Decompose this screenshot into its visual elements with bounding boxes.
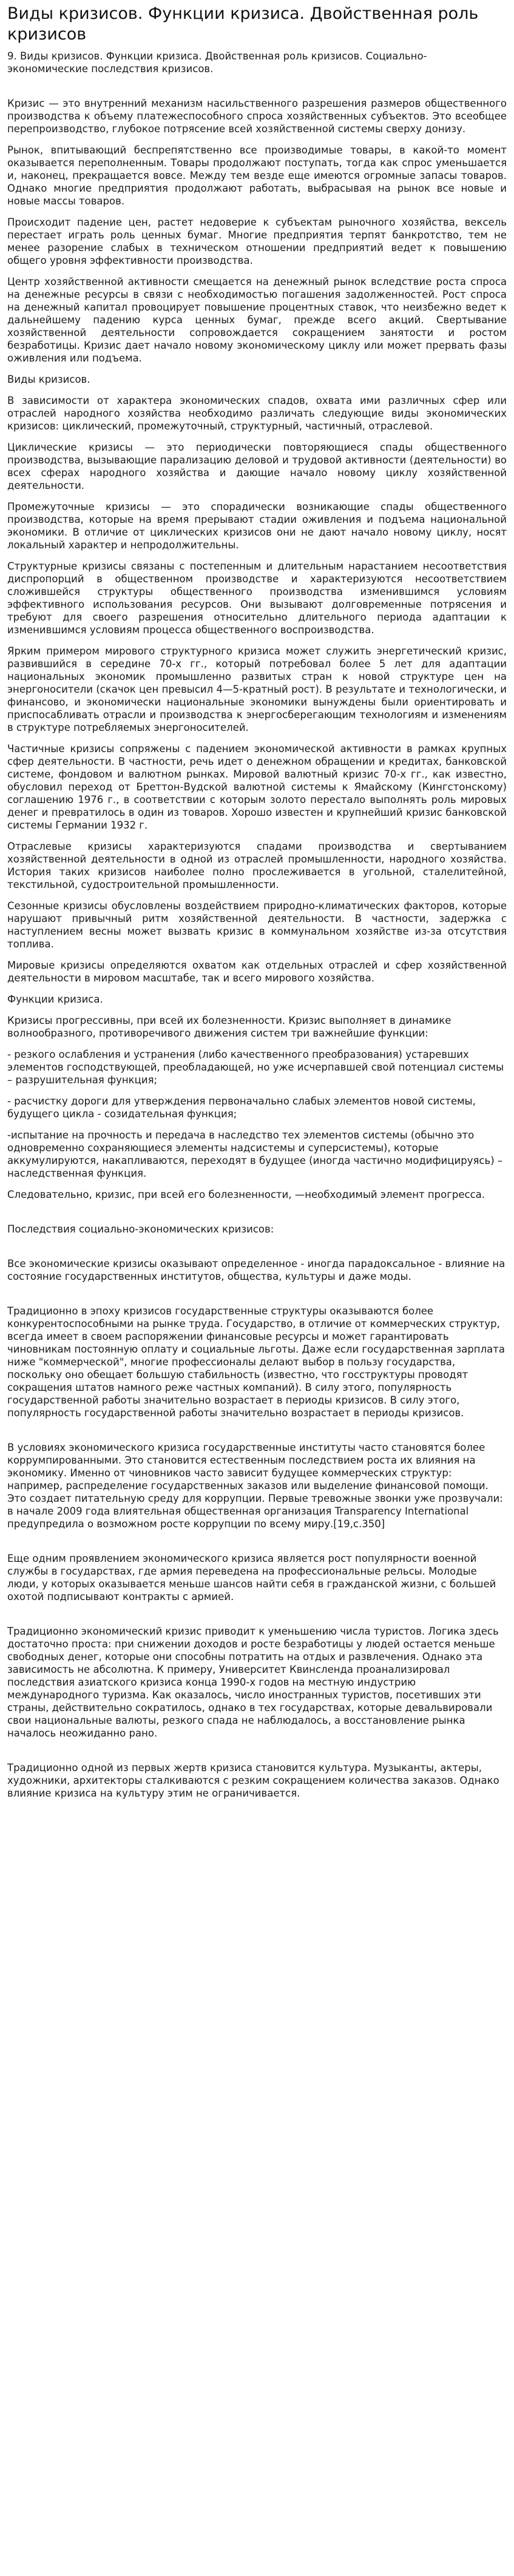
spacer <box>7 1244 507 1257</box>
paragraph: Сезонные кризисы обусловлены воздействием природно-климатических факторов, которые нарушают привычный ритм хозяйственной деятельности. В частности, задержка с наступлением весны может вызвать кризис в коммунальном хозяйстве из-за отсутствия топлива. <box>7 900 507 950</box>
paragraph: Функции кризиса. <box>7 994 103 1005</box>
paragraph: Рынок, впитывающий беспрепятственно все производимые товары, в какой-то момент оказывается переполненным. Товары продолжают поступать, тогда как спрос уменьшается и, наконец, прекращается вовсе. Между тем везде еще имеются огромные запасы товаров. Однако многие предприятия продолжают работать, выбрасывая на рынок все новые и новые массы товаров. <box>7 144 507 207</box>
paragraph: Следовательно, кризис, при всей его болезненности, —необходимый элемент прогресса. <box>7 1189 485 1200</box>
section-crisis-types <box>7 97 507 1201</box>
paragraph: Традиционно в эпоху кризисов государственные структуры оказываются более конкурентоспособными на рынке труда. Государство, в отличие от коммерческих структур, всегда имеет в своем распоряжении финансовые ресурсы и может гарантировать чиновникам постоянную оплату и социальные льготы. Даже если государственная зарплата ниже "коммерческой", многие профессионалы делают выбор в пользу государства, поскольку оно обещает большую стабильность (известно, что госструктуры проводят сокращения штатов намного реже частных компаний). В силу этого, популярность государственной работы значительно возрастает в периоды кризисов. В силу этого, популярность государственной работы значительно возрастает в периоды кризисов. <box>7 1305 505 1419</box>
paragraph: Ярким примером мирового структурного кризиса может служить энергетический кризис, развившийся в середине 70-х гг., который потребовал более 5 лет для адаптации национальных экономик промышленно развитых стран к новой структуре цен на энергоносители (скачок цен превысил 4—5-кратный рост). В результате и технологически, и финансово, и экономически национальные экономики вынуждены были ориентировать и приспосабливать отрасли и производства к энергосберегающим технологиям и изменениям в структуре потребляемых энергоносителей. <box>7 645 507 733</box>
paragraph: Мировые кризисы определяются охватом как отдельных отраслей и сфер хозяйственной деятельности в мировом масштабе, так и всего мирового хозяйства. <box>7 960 507 984</box>
spacer <box>7 1539 507 1552</box>
paragraph: Частичные кризисы сопряжены с падением экономической активности в рамках крупных сфер деятельности. В частности, речь идет о денежном обращении и кредитах, банковской системе, фондовом и валютном рынках. Мировой валютный кризис 70-х гг., как известно, обусловил переход от Бреттон-Вудской валютной системы к Ямайскому (Кингстонскому) соглашению 1976 г., в соответствии с которым золото перестало выполнять роль мировых денег и превратилось в один из товаров. Хорошо известен и крупнейший кризис банковской системы Германии 1932 г. <box>7 743 507 831</box>
paragraph: - резкого ослабления и устранения (либо качественного преобразования) устаревших элементов господствующей, преобладающей, но уже исчерпавшей свой потенциал системы – разрушительная функция; <box>7 1049 504 1086</box>
paragraph: В зависимости от характера экономических спадов, охвата ими различных сфер или отраслей народного хозяйства необходимо различать следующие виды экономических кризисов: циклический, промежуточный, структурный, частичный, отраслевой. <box>7 395 507 432</box>
paragraph: Отраслевые кризисы характеризуются спадами производства и свертыванием хозяйственной деятельности в одной из отраслей промышленности, народного хозяйства. История таких кризисов наиболее полно прослеживается в угольной, сталелитейной, текстильной, судостроительной промышленности. <box>7 841 507 890</box>
page-title: Виды кризисов. Функции кризиса. Двойственная роль кризисов <box>7 4 479 44</box>
paragraph: Все экономические кризисы оказывают определенное - иногда парадоксальное - влияние на состояние государственных институтов, общества, культуры и даже моды. <box>7 1258 506 1282</box>
paragraph: Кризисы прогрессивны, при всей их болезненности. Кризис выполняет в динамике волнообразного, противоречивого движения систем три важнейшие функции: <box>7 1015 451 1039</box>
paragraph: Традиционно одной из первых жертв кризиса становится культура. Музыканты, актеры, художники, архитекторы сталкиваются с резким сокращением количества заказов. Однако влияние кризиса на культуру этим не ограничивается. <box>7 1762 499 1799</box>
paragraph: Структурные кризисы связаны с постепенным и длительным нарастанием несоответствия диспропорций в общественном производстве и характеризуются несоответствием сложившейся структуры общественного производства изменившимся условиям эффективного использования ресурсов. Они вызывают долговременные потрясения и требуют для своего разрешения относительно длительного периода адаптации к изменившимся условиям процесса общественного воспроизводства. <box>7 560 507 636</box>
subtitle: 9. Виды кризисов. Функции кризиса. Двойственная роль кризисов. Социально-экономические последствия кризисов. <box>7 50 427 75</box>
spacer <box>7 1748 507 1761</box>
paragraph: - расчистку дороги для утверждения первоначально слабых элементов новой системы, будущего цикла - созидательная функция; <box>7 1095 476 1120</box>
spacer <box>7 1291 507 1305</box>
paragraph: Традиционно экономический кризис приводит к уменьшению числа туристов. Логика здесь достаточно проста: при снижении доходов и росте безработицы у людей остается меньше свободных денег, которые они способны потратить на отдых и развлечения. Однако эта зависимость не абсолютна. К примеру, Университет Квинсленда проанализировал последствия азиатского кризиса конца 1990-х годов на местную индустрию международного туризма. Как оказалось, число иностранных туристов, посетивших эти страны, действительно сократилось, однако в тех государствах, которые девальвировали свои национальные валюты, резкого спада не наблюдалось, а восстановление рынка началось неожиданно рано. <box>7 1626 499 1739</box>
paragraph: Центр хозяйственной активности смещается на денежный рынок вследствие роста спроса на денежные ресурсы в связи с необходимостью погашения задолженностей. Рост спроса на денежный капитал провоцирует повышение процентных ставок, что неизбежно ведет к дальнейшему падению курса ценных бумаг, прежде всего акций. Свертывание хозяйственной деятельности сопровождается сокращением занятости и ростом безработицы. Кризис дает начало новому экономическому циклу или может прервать фазы оживления или подъема. <box>7 276 507 364</box>
paragraph: -испытание на прочность и передача в наследство тех элементов системы (обычно это одновременно сохраняющиеся элементы надсистемы и суперсистемы), которые аккумулируются, накапливаются, переходят в будущее (иногда частично модифицируясь) – наследственная функция. <box>7 1129 503 1179</box>
spacer <box>7 84 507 97</box>
paragraph: Происходит падение цен, растет недоверие к субъектам рыночного хозяйства, вексель перестает играть роль ценных бумаг. Многие предприятия терпят банкротство, тем не менее разорение слабых в техническом отношении предприятий ведет к повышению общего уровня эффективности производства. <box>7 217 507 266</box>
spacer <box>7 1428 507 1441</box>
paragraph: Кризис — это внутренний механизм насильственного разрешения размеров общественного производства к объему платежеспособного спроса хозяйственных субъектов. Это всеобщее перепроизводство, глубокое потрясение всей хозяйственной системы сверху донизу. <box>7 98 507 135</box>
section-consequences <box>7 1223 507 1800</box>
spacer <box>7 1209 507 1223</box>
paragraph: Последствия социально-экономических кризисов: <box>7 1223 274 1235</box>
spacer <box>7 1612 507 1625</box>
paragraph: Еще одним проявлением экономического кризиса является рост популярности военной службы в государствах, где армия переведена на профессиональные рельсы. Молодые люди, у которых оказывается меньше шансов найти себя в гражданской жизни, с большей охотой подписывают контракты с армией. <box>7 1553 496 1602</box>
paragraph: Циклические кризисы — это периодически повторяющиеся спады общественного производства, вызывающие парализацию деловой и трудовой активности (деятельности) во всех сферах народного хозяйства и дающие начало новому циклу хозяйственной деятельности. <box>7 442 507 491</box>
paragraph: Промежуточные кризисы — это спорадически возникающие спады общественного производства, которые на время прерывают стадии оживления и подъема национальной экономики. В отличие от циклических кризисов они не дают начало новому циклу, носят локальный характер и непродолжительны. <box>7 501 507 551</box>
paragraph: Виды кризисов. <box>7 374 90 385</box>
paragraph: В условиях экономического кризиса государственные институты часто становятся более коррумпированными. Это становится естественным последствием роста их влияния на экономику. Именно от чиновников часто зависит будущее коммерческих структур: например, распределение государственных заказов или выделение финансовой помощи. Это создает питательную среду для коррупции. Первые тревожные звонки уже прозвучали: в начале 2009 года влиятельная общественная организация Transparency International предупредила о возможном росте коррупции по всему миру.[19,с.350] <box>7 1442 503 1530</box>
